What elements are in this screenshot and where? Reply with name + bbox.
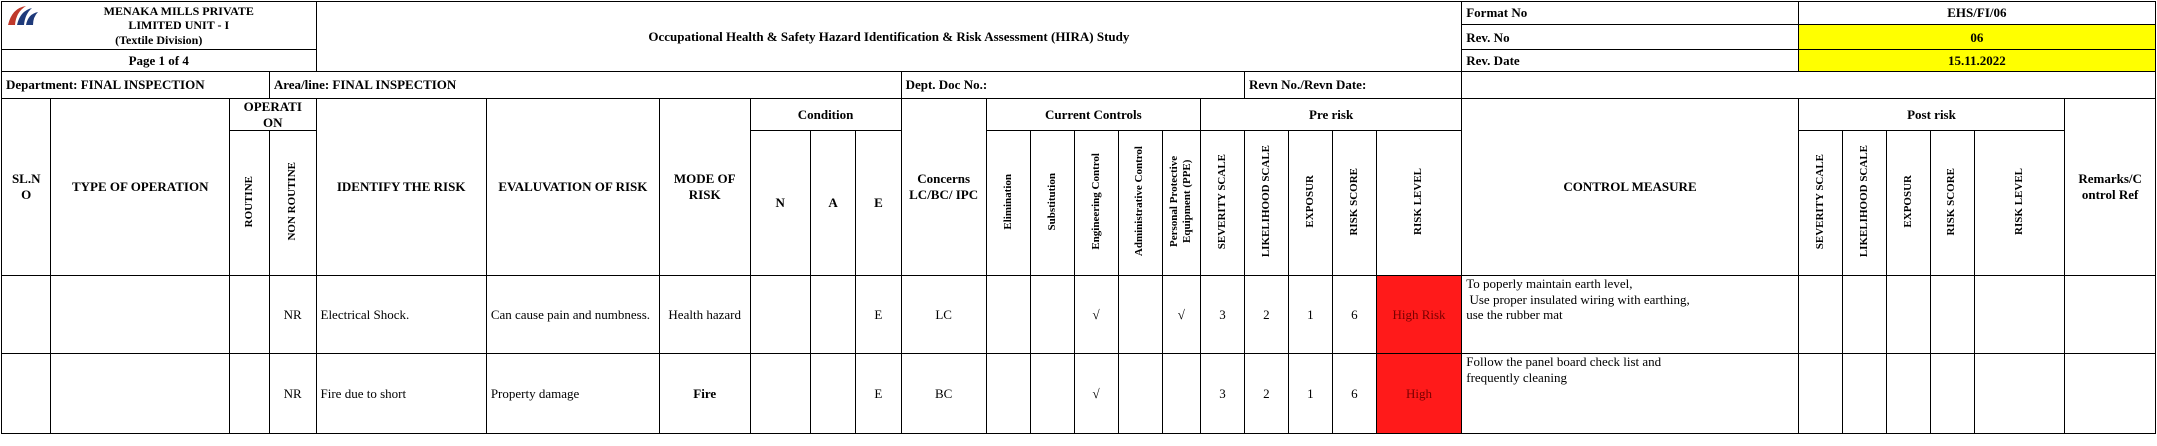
col-riskscore: RISK SCORE [1347, 167, 1360, 236]
table-row [2, 353, 2156, 433]
col-post-exposur: EXPOSUR [1901, 175, 1914, 228]
col-evaluation: EVALUVATION OF RISK [486, 99, 659, 276]
row-likelihood: 2 [1244, 275, 1288, 353]
col-ppe: Personal Protective Equipment (PPE) [1168, 155, 1194, 247]
col-control-measure: CONTROL MEASURE [1462, 99, 1799, 276]
col-identify: IDENTIFY THE RISK [316, 99, 486, 276]
col-concerns: Concerns LC/BC/ IPC [901, 99, 986, 276]
row-exposure: 1 [1288, 275, 1332, 353]
row-ppe-check [1162, 353, 1200, 433]
company-name-line1: MENAKA MILLS PRIVATE [103, 4, 254, 18]
row-risk: Fire due to short [316, 353, 486, 433]
col-elimination: Elimination [1001, 173, 1014, 230]
row-concerns: LC [901, 275, 986, 353]
row-nonroutine: NR [269, 275, 316, 353]
col-e: E [856, 131, 901, 276]
doc-no-field: Dept. Doc No.: [901, 72, 1244, 99]
col-a: A [810, 131, 855, 276]
col-engineering: Engineering Control [1089, 153, 1102, 250]
control-line: To poperly maintain earth level, [1466, 275, 1633, 291]
row-nonroutine: NR [269, 353, 316, 433]
date-label: Rev. Date [1462, 50, 1799, 72]
control-line: Follow the panel board check list and [1466, 353, 1662, 369]
row-concerns: BC [901, 353, 986, 433]
row-score: 6 [1332, 353, 1376, 433]
group-condition: Condition [750, 99, 901, 131]
row-engineering-check: √ [1074, 275, 1118, 353]
company-division: (Textile Division) [115, 32, 203, 47]
row-score: 6 [1332, 275, 1376, 353]
col-slno: SL.N O [2, 99, 51, 276]
rev-value: 06 [1798, 25, 2155, 50]
col-routine: ROUTINE [242, 175, 255, 228]
control-line: Use proper insulated wiring with earthing, [1466, 291, 1690, 307]
row-ppe-check: √ [1162, 275, 1200, 353]
area-field: Area/line: FINAL INSPECTION [269, 72, 901, 99]
format-label: Format No [1462, 2, 1799, 25]
hira-form [1, 1, 2156, 434]
company-logo-icon [6, 4, 40, 26]
row-severity: 3 [1200, 275, 1244, 353]
table-row [2, 275, 2156, 353]
col-post-likelihood: LIKELIHOOD SCALE [1857, 145, 1870, 258]
group-current-controls: Current Controls [986, 99, 1200, 131]
row-mode: Health hazard [659, 275, 750, 353]
group-post-risk: Post risk [1798, 99, 2064, 131]
col-risklevel: RISK LEVEL [1412, 167, 1425, 235]
row-risk-level: High Risk [1376, 275, 1461, 353]
company-name-line2: LIMITED UNIT - I [128, 18, 230, 33]
department-field: Department: FINAL INSPECTION [2, 72, 270, 99]
col-severity: SEVERITY SCALE [1215, 153, 1228, 249]
row-evaluation: Can cause pain and numbness. [486, 275, 659, 353]
col-remarks: Remarks/C ontrol Ref [2065, 99, 2156, 276]
col-mode: MODE OF RISK [659, 99, 750, 276]
page-number: Page 1 of 4 [2, 50, 317, 72]
row-risk-level: High [1376, 353, 1461, 433]
col-post-severity: SEVERITY SCALE [1813, 153, 1826, 249]
col-nonroutine: NON ROUTINE [286, 162, 299, 241]
row-e: E [856, 353, 901, 433]
row-exposure: 1 [1288, 353, 1332, 433]
rev-label: Rev. No [1462, 25, 1799, 50]
col-exposur: EXPOSUR [1303, 175, 1316, 228]
group-operation: OPERATI ON [229, 99, 316, 131]
info-blank [1462, 72, 2156, 99]
company-block [2, 2, 317, 50]
row-severity: 3 [1200, 353, 1244, 433]
row-risk: Electrical Shock. [316, 275, 486, 353]
control-line: use the rubber mat [1466, 307, 1563, 323]
col-substitution: Substitution [1045, 172, 1058, 231]
col-type: TYPE OF OPERATION [51, 99, 230, 276]
row-engineering-check: √ [1074, 353, 1118, 433]
col-likelihood: LIKELIHOOD SCALE [1259, 145, 1272, 258]
group-pre-risk: Pre risk [1200, 99, 1461, 131]
row-control-measure [1462, 275, 1799, 353]
col-post-risklevel: RISK LEVEL [2012, 167, 2025, 235]
row-likelihood: 2 [1244, 353, 1288, 433]
revn-field: Revn No./Revn Date: [1244, 72, 1461, 99]
col-administrative: Administrative Control [1133, 146, 1146, 257]
page-title: Occupational Health & Safety Hazard Identification & Risk Assessment (HIRA) Study [316, 2, 1462, 72]
format-value: EHS/FI/06 [1798, 2, 2155, 25]
row-evaluation: Property damage [486, 353, 659, 433]
control-line: frequently cleaning [1466, 369, 1567, 385]
row-control-measure [1462, 353, 1799, 433]
date-value: 15.11.2022 [1798, 50, 2155, 72]
row-mode: Fire [659, 353, 750, 433]
row-e: E [856, 275, 901, 353]
col-n: N [750, 131, 810, 276]
col-post-riskscore: RISK SCORE [1945, 167, 1958, 236]
